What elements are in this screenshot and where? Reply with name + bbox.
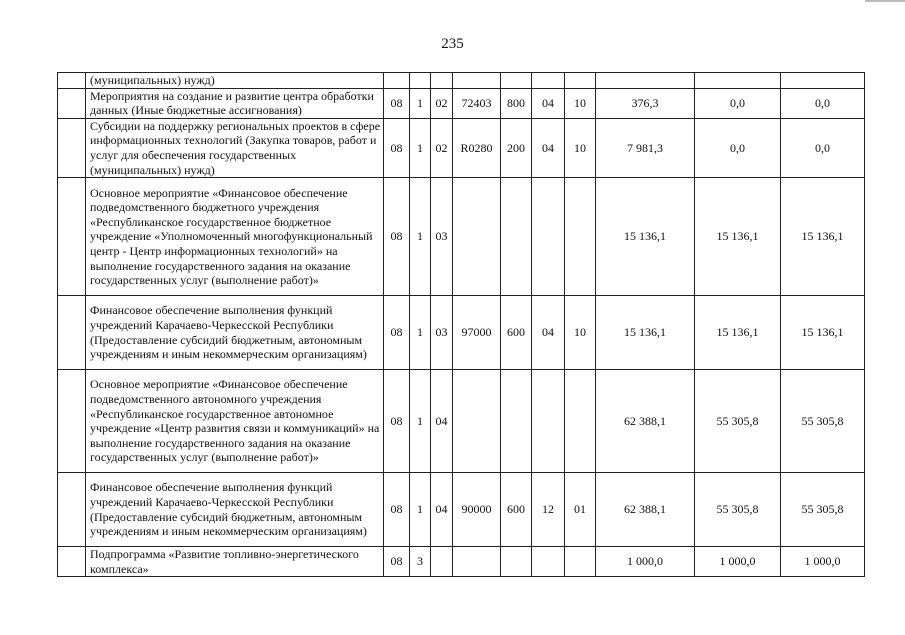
cell-podrz <box>565 370 596 473</box>
row-margin-cell <box>58 178 86 296</box>
cell-gr: 08 <box>384 118 410 177</box>
cell-y2: 15 136,1 <box>695 178 781 296</box>
cell-gr: 08 <box>384 178 410 296</box>
cell-name: (муниципальных) нужд) <box>86 73 384 89</box>
row-margin-cell <box>58 118 86 177</box>
cell-podrz <box>565 547 596 577</box>
cell-pr: 1 <box>410 118 431 177</box>
cell-y2: 15 136,1 <box>695 296 781 370</box>
cell-podrz: 10 <box>565 118 596 177</box>
budget-table <box>57 72 865 577</box>
cell-y1: 376,3 <box>596 88 695 118</box>
cell-csr: R0280 <box>453 118 501 177</box>
cell-vr <box>501 178 532 296</box>
row-margin-cell <box>58 370 86 473</box>
cell-rz: 04 <box>532 296 565 370</box>
cell-gr: 08 <box>384 547 410 577</box>
table-row <box>58 370 865 473</box>
cell-rz <box>532 370 565 473</box>
cell-y3: 15 136,1 <box>781 178 865 296</box>
table-row <box>58 473 865 547</box>
table-row <box>58 296 865 370</box>
cell-y1: 15 136,1 <box>596 178 695 296</box>
cell-y3: 55 305,8 <box>781 370 865 473</box>
cell-osn: 04 <box>431 370 453 473</box>
cell-y2: 55 305,8 <box>695 370 781 473</box>
cell-pr: 1 <box>410 88 431 118</box>
row-margin-cell <box>58 88 86 118</box>
cell-rz: 04 <box>532 118 565 177</box>
cell-name: Мероприятия на создание и развитие центра обработки данных (Иные бюджетные ассигнования) <box>86 88 384 118</box>
cell-osn: 02 <box>431 118 453 177</box>
cell-gr <box>384 73 410 89</box>
cell-y2: 0,0 <box>695 118 781 177</box>
cell-y3 <box>781 73 865 89</box>
cell-name: Финансовое обеспечение выполнения функций учреждений Карачаево-Черкесской Республики (Предоставление субсидий бюджетным, автономным учреждениям и иным некоммерческим организациям) <box>86 473 384 547</box>
cell-y1: 62 388,1 <box>596 473 695 547</box>
cell-osn: 02 <box>431 88 453 118</box>
cell-y3: 15 136,1 <box>781 296 865 370</box>
cell-osn: 03 <box>431 296 453 370</box>
cell-y1: 62 388,1 <box>596 370 695 473</box>
cell-pr: 1 <box>410 178 431 296</box>
cell-vr: 600 <box>501 473 532 547</box>
page-number: 235 <box>441 36 464 52</box>
table-row <box>58 178 865 296</box>
cell-name: Основное мероприятие «Финансовое обеспечение подведомственного бюджетного учреждения «Республиканское государственное бюджетное учреждение «Уполномоченный многофункциональный центр - Центр информационных технологий» на выполнение государственного задания на оказание государственных услуг (выполнение работ)» <box>86 178 384 296</box>
cell-rz: 12 <box>532 473 565 547</box>
cell-y3: 55 305,8 <box>781 473 865 547</box>
cell-csr <box>453 370 501 473</box>
row-margin-cell <box>58 296 86 370</box>
cell-name: Основное мероприятие «Финансовое обеспечение подведомственного автономного учреждения «Республиканское государственное автономное учреждение «Центр развития связи и коммуникаций» на выполнение государственного задания на оказание государственных услуг (выполнение работ)» <box>86 370 384 473</box>
cell-y2: 55 305,8 <box>695 473 781 547</box>
cell-vr <box>501 547 532 577</box>
cell-y1: 7 981,3 <box>596 118 695 177</box>
cell-pr: 3 <box>410 547 431 577</box>
cell-rz <box>532 547 565 577</box>
table-row <box>58 547 865 577</box>
scan-edge <box>865 0 905 2</box>
cell-csr <box>453 547 501 577</box>
cell-gr: 08 <box>384 370 410 473</box>
cell-vr <box>501 370 532 473</box>
cell-csr <box>453 178 501 296</box>
cell-podrz <box>565 178 596 296</box>
cell-y3: 1 000,0 <box>781 547 865 577</box>
row-margin-cell <box>58 73 86 89</box>
cell-name: Финансовое обеспечение выполнения функций учреждений Карачаево-Черкесской Республики (Предоставление субсидий бюджетным, автономным учреждениям и иным некоммерческим организациям) <box>86 296 384 370</box>
cell-rz: 04 <box>532 88 565 118</box>
cell-pr: 1 <box>410 473 431 547</box>
cell-osn: 04 <box>431 473 453 547</box>
table-row <box>58 73 865 89</box>
cell-rz <box>532 73 565 89</box>
cell-pr: 1 <box>410 296 431 370</box>
cell-podrz: 01 <box>565 473 596 547</box>
cell-vr: 200 <box>501 118 532 177</box>
cell-podrz: 10 <box>565 88 596 118</box>
cell-rz <box>532 178 565 296</box>
cell-y1: 15 136,1 <box>596 296 695 370</box>
row-margin-cell <box>58 547 86 577</box>
table-row <box>58 88 865 118</box>
cell-pr: 1 <box>410 370 431 473</box>
cell-y3: 0,0 <box>781 88 865 118</box>
cell-csr <box>453 73 501 89</box>
cell-vr: 600 <box>501 296 532 370</box>
table-row <box>58 118 865 177</box>
cell-name: Субсидии на поддержку региональных проектов в сфере информационных технологий (Закупка товаров, работ и услуг для обеспечения государственных (муниципальных) нужд) <box>86 118 384 177</box>
cell-vr: 800 <box>501 88 532 118</box>
cell-vr <box>501 73 532 89</box>
cell-pr <box>410 73 431 89</box>
cell-y3: 0,0 <box>781 118 865 177</box>
cell-name: Подпрограмма «Развитие топливно-энергетического комплекса» <box>86 547 384 577</box>
cell-y1: 1 000,0 <box>596 547 695 577</box>
cell-y2: 0,0 <box>695 88 781 118</box>
cell-gr: 08 <box>384 473 410 547</box>
cell-y2 <box>695 73 781 89</box>
cell-osn: 03 <box>431 178 453 296</box>
cell-gr: 08 <box>384 88 410 118</box>
cell-gr: 08 <box>384 296 410 370</box>
cell-osn <box>431 73 453 89</box>
cell-csr: 72403 <box>453 88 501 118</box>
cell-y2: 1 000,0 <box>695 547 781 577</box>
cell-podrz <box>565 73 596 89</box>
cell-csr: 90000 <box>453 473 501 547</box>
cell-osn <box>431 547 453 577</box>
cell-csr: 97000 <box>453 296 501 370</box>
cell-y1 <box>596 73 695 89</box>
cell-podrz: 10 <box>565 296 596 370</box>
row-margin-cell <box>58 473 86 547</box>
